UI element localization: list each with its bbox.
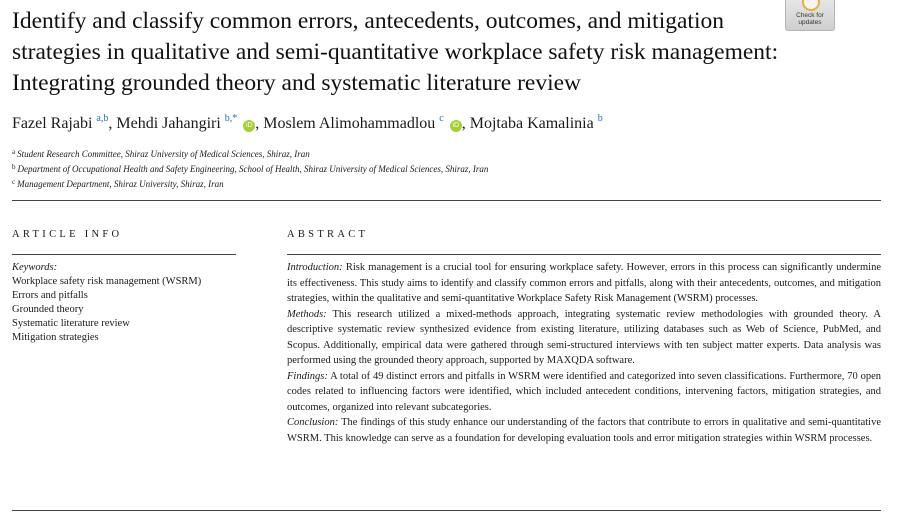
affiliation-mark: c [12, 178, 16, 186]
section-text: A total of 49 distinct errors and pitfalls in WSRM were identified and categorized into seven classifications. Furthermore, 70 open codes related to influencing factors were identified, which included antecedent conditions, intervening factors, mitigation strategies, and outcomes, organized into relevant subcategories. [287, 370, 881, 413]
author-affiliation-mark[interactable]: c [439, 113, 444, 124]
section-text: The findings of this study enhance our understanding of the factors that contribute to errors in qualitative and semi-quantitative WSRM. This knowledge can serve as a foundation for developing evaluation tools and error mitigation strategies within WSRM processes. [287, 417, 882, 444]
affiliation-item [12, 161, 488, 176]
author-name[interactable]: Mehdi Jahangiri [116, 115, 221, 132]
keywords-label: Keywords: [12, 262, 58, 273]
keyword-item[interactable]: Grounded theory [12, 304, 84, 315]
affiliation-item [12, 146, 488, 161]
abstract-section-findings [287, 369, 881, 416]
author-name[interactable]: Mojtaba Kamalinia [469, 115, 594, 132]
badge-text [786, 12, 834, 26]
abstract-section-methods [287, 307, 881, 369]
keyword-item[interactable]: Errors and pitfalls [12, 290, 88, 301]
section-label: Conclusion: [287, 417, 339, 428]
section-text: This research utilized a mixed-methods approach, integrating systematic review methodologies with grounded theory. A descriptive systematic review synthesized evidence from existing literature, utilizing databases such as Web of Science, PubMed, and Scopus. Additionally, empirical data were gathered through semi-structured interviews with ten subject matter experts. Data analysis was performed using the grounded theory approach, supported by MAXQDA software. [287, 308, 881, 366]
keyword-item[interactable]: Workplace safety risk management (WSRM) [12, 276, 202, 287]
abstract-body [287, 260, 881, 446]
author-list: Fazel Rajabi $^{a,b}$, Mehdi Jahangiri $^{b,*}$ iD , Moslem Alimohammadlou $^c$ iD , Mojtaba Kamalinia $^b$ [12, 113, 603, 132]
header-divider [12, 200, 881, 201]
orcid-icon[interactable]: iD [450, 120, 462, 132]
article-info-heading: ARTICLE INFO [12, 229, 123, 240]
author-name[interactable]: Moslem Alimohammadlou [263, 115, 436, 132]
author-affiliation-mark[interactable]: b,* [224, 113, 238, 124]
abstract-heading: ABSTRACT [287, 229, 369, 240]
affiliation-text: Department of Occupational Health and Safety Engineering, School of Health, Shiraz University of Medical Sciences, Shiraz, Iran [17, 164, 489, 174]
section-text: Risk management is a crucial tool for ensuring workplace safety. However, errors in this process can significantly undermine its effectiveness. This study aims to identify and classify common errors and pitfalls, along with their antecedents, outcomes, and mitigation strategies, within the qualitative and semi-quantitative Workplace Safety Risk Management (WSRM) processes. [287, 262, 881, 304]
badge-line-2: updates [798, 19, 822, 26]
orcid-icon[interactable]: iD [243, 120, 255, 132]
keyword-item[interactable]: Mitigation strategies [12, 332, 99, 343]
section-label: Introduction: [287, 262, 343, 273]
affiliation-mark: a [12, 148, 16, 156]
keywords-block [12, 261, 236, 345]
affiliations [12, 146, 488, 191]
author-name[interactable]: Fazel Rajabi [12, 115, 93, 132]
author-affiliation-mark[interactable]: a,b [96, 113, 109, 124]
abstract-divider [287, 254, 881, 255]
check-for-updates-icon [802, 0, 820, 11]
abstract-section-introduction [287, 260, 881, 307]
footer-divider [12, 510, 881, 511]
keyword-item[interactable]: Systematic literature review [12, 318, 130, 329]
check-for-updates-badge[interactable] [785, 0, 835, 31]
affiliation-text: Student Research Committee, Shiraz University of Medical Sciences, Shiraz, Iran [17, 149, 310, 159]
affiliation-mark: b [12, 163, 16, 171]
abstract-section-conclusion [287, 415, 881, 446]
affiliation-item [12, 176, 488, 191]
badge-line-1: Check for [796, 12, 824, 19]
author-affiliation-mark[interactable]: b [597, 113, 603, 124]
article-title: Identify and classify common errors, antecedents, outcomes, and mitigation strategies in qualitative and semi-quantitative workplace safety risk management: Integrating grounded theory and systematic literature review [12, 8, 779, 96]
section-label: Findings: [287, 370, 328, 382]
affiliation-text: Management Department, Shiraz University, Shiraz, Iran [17, 179, 224, 189]
article-info-divider [12, 254, 236, 255]
section-label: Methods: [287, 308, 327, 320]
